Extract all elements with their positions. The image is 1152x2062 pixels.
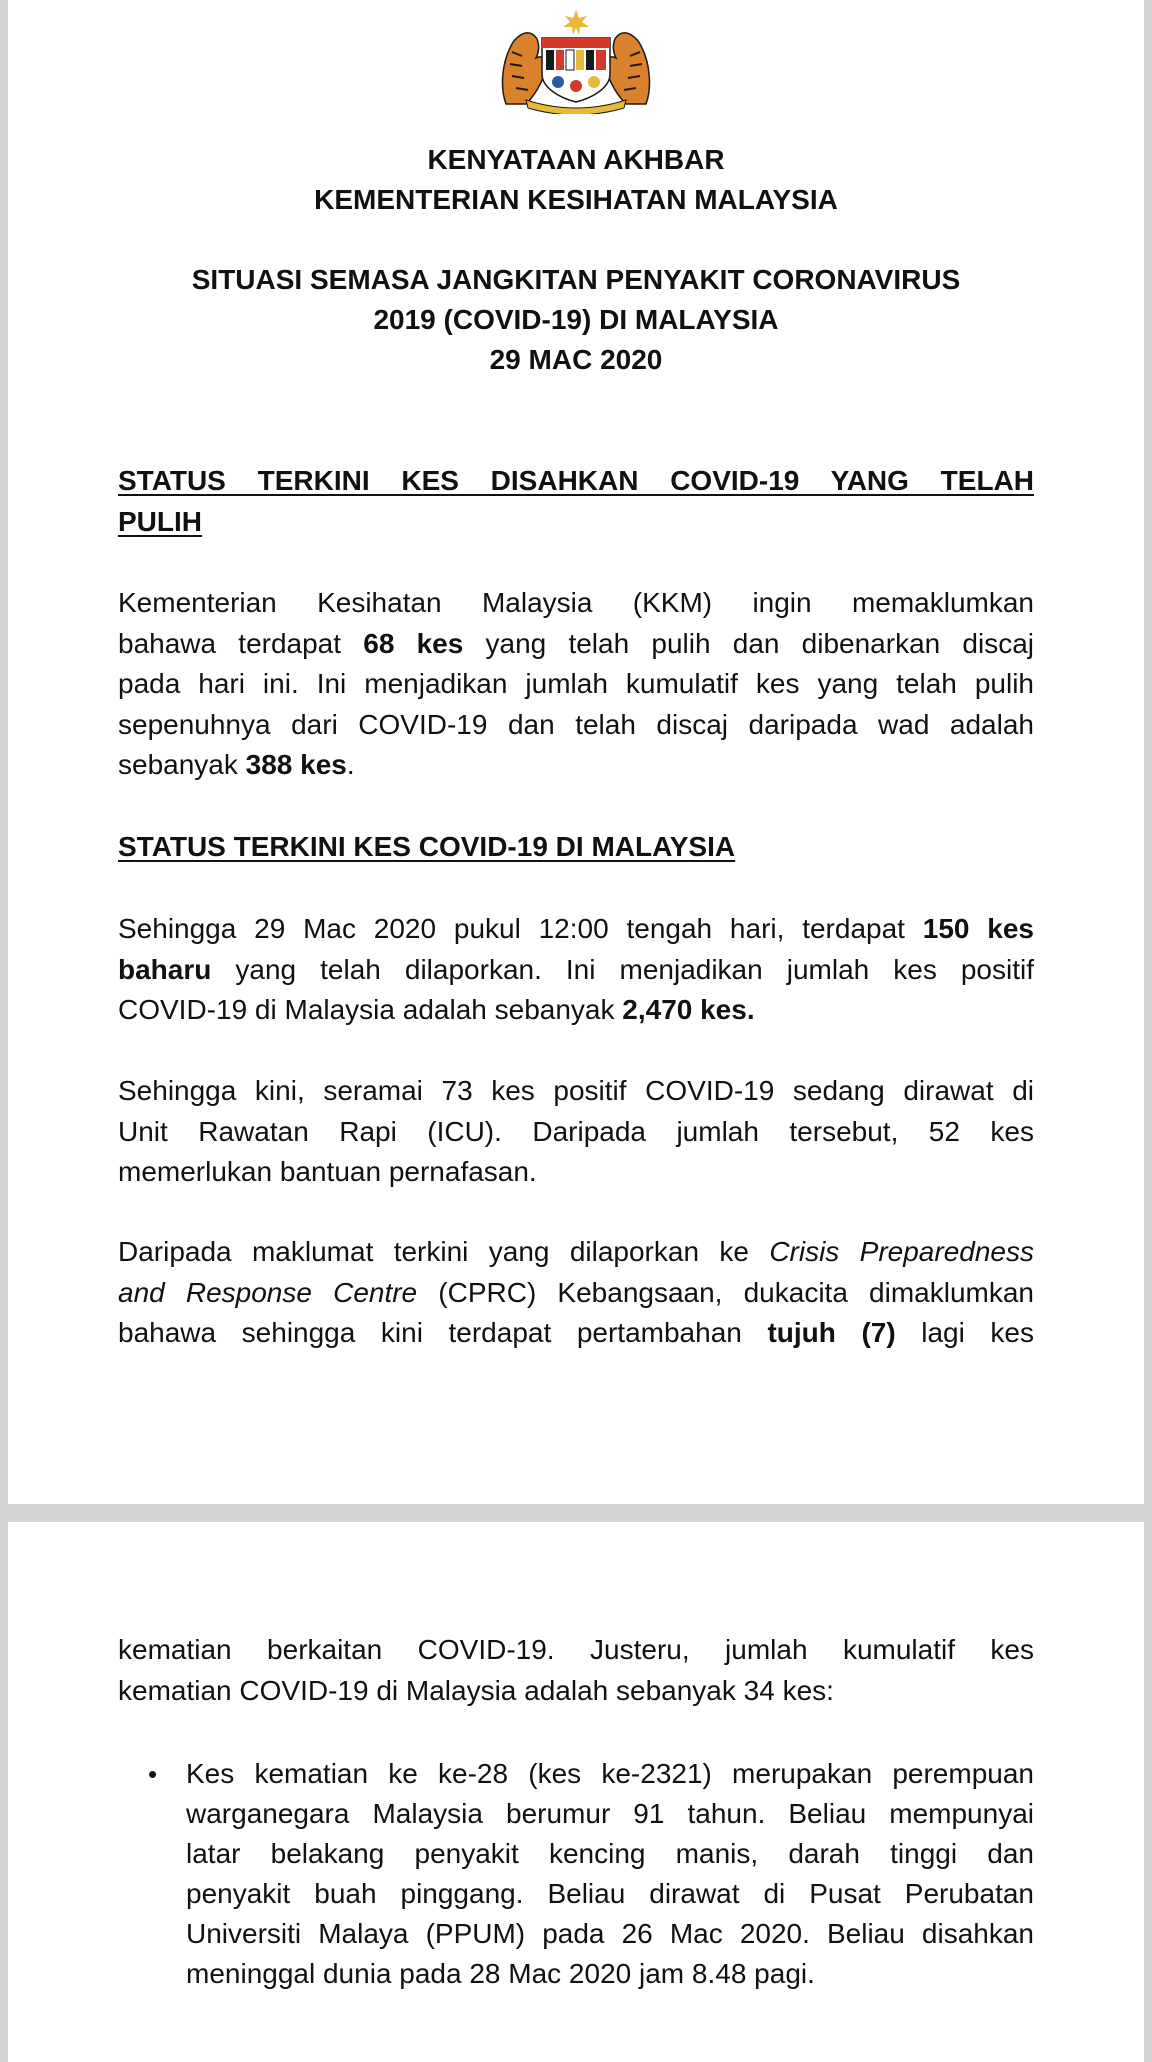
document-subtitle [8,260,1144,380]
section-title-recovered-line-2: PULIH [118,506,202,537]
document-page-2 [8,1522,1144,2062]
paragraph-deaths-intro [118,1232,1034,1354]
subtitle-date: 29 MAC 2020 [489,344,663,375]
death-case-list [118,1754,1034,1994]
header-line-1: KENYATAAN AKHBAR [427,144,725,175]
paragraph-line: memerlukan bantuan pernafasan. [118,1156,537,1187]
document-page-1 [8,0,1144,1504]
paragraph-line: sepenuhnya dari COVID-19 dan telah discaj daripada wad adalah [118,708,1034,740]
new-cases-count: 150 kes [922,913,1034,944]
paragraph-line: Kementerian Kesihatan Malaysia (KKM) ingin memaklumkan [118,587,1034,618]
paragraph-line: kematian COVID-19 di Malaysia adalah sebanyak 34 kes: [118,1674,834,1706]
section-title-cases: STATUS TERKINI KES COVID-19 DI MALAYSIA [118,831,736,862]
paragraph-line: Sehingga 29 Mac 2020 pukul 12:00 tengah hari, terdapat 150 kes [118,913,1034,944]
press-release-header [8,140,1144,220]
paragraph-line: pada hari ini. Ini menjadikan jumlah kumulatif kes yang telah pulih [118,668,1034,699]
total-cases-count: 2,470 kes. [622,994,755,1025]
paragraph-line: baharu yang telah dilaporkan. Ini menjadikan jumlah kes positif [118,953,1034,985]
subtitle-line-2: 2019 (COVID-19) DI MALAYSIA [373,304,779,335]
list-item-line: latar belakang penyakit kencing manis, darah tinggi dan [186,1838,1034,1869]
list-item-line: warganegara Malaysia berumur 91 tahun. Beliau mempunyai [186,1798,1034,1829]
paragraph-line: kematian berkaitan COVID-19. Justeru, jumlah kumulatif kes [118,1634,1034,1665]
malaysia-coat-of-arms-icon [496,8,656,114]
paragraph-line: Daripada maklumat terkini yang dilaporkan ke Crisis Preparedness [118,1236,1034,1267]
paragraph-new-cases [118,909,1034,1031]
paragraph-recovered [118,583,1034,786]
paragraph-line: sebanyak 388 kes. [118,749,355,780]
paragraph-deaths-total [118,1630,1034,1711]
paragraph-line: bahawa terdapat 68 kes yang telah pulih dan dibenarkan discaj [118,627,1035,659]
recovered-total-count: 388 kes [245,749,347,780]
paragraph-line: Sehingga kini, seramai 73 kes positif COVID-19 sedang dirawat di [118,1075,1034,1106]
list-item-line: Kes kematian ke ke-28 (kes ke-2321) merupakan perempuan [186,1758,1034,1789]
bullet-icon: • [148,1759,158,1789]
paragraph-line: and Response Centre (CPRC) Kebangsaan, dukacita dimaklumkan [118,1276,1034,1308]
subtitle-line-1: SITUASI SEMASA JANGKITAN PENYAKIT CORONAVIRUS [191,264,961,295]
list-item [118,1754,1034,1994]
list-item-line: meninggal dunia pada 28 Mac 2020 jam 8.48 pagi. [186,1958,815,1989]
new-deaths-count: tujuh (7) [767,1317,896,1348]
paragraph-line: Unit Rawatan Rapi (ICU). Daripada jumlah tersebut, 52 kes [118,1115,1034,1147]
paragraph-line: COVID-19 di Malaysia adalah sebanyak 2,470 kes. [118,994,755,1025]
header-line-2: KEMENTERIAN KESIHATAN MALAYSIA [314,184,838,215]
section-title-recovered [118,460,1034,542]
paragraph-icu [118,1071,1034,1193]
list-item-line: Universiti Malaya (PPUM) pada 26 Mac 2020. Beliau disahkan [186,1918,1034,1949]
paragraph-line: bahawa sehingga kini terdapat pertambahan tujuh (7) lagi kes [118,1317,1035,1348]
section-title-recovered-line-1: STATUS TERKINI KES DISAHKAN COVID-19 YANG TELAH [118,465,1034,496]
recovered-today-count: 68 kes [363,627,464,659]
list-item-line: penyakit buah pinggang. Beliau dirawat di Pusat Perubatan [186,1878,1034,1909]
